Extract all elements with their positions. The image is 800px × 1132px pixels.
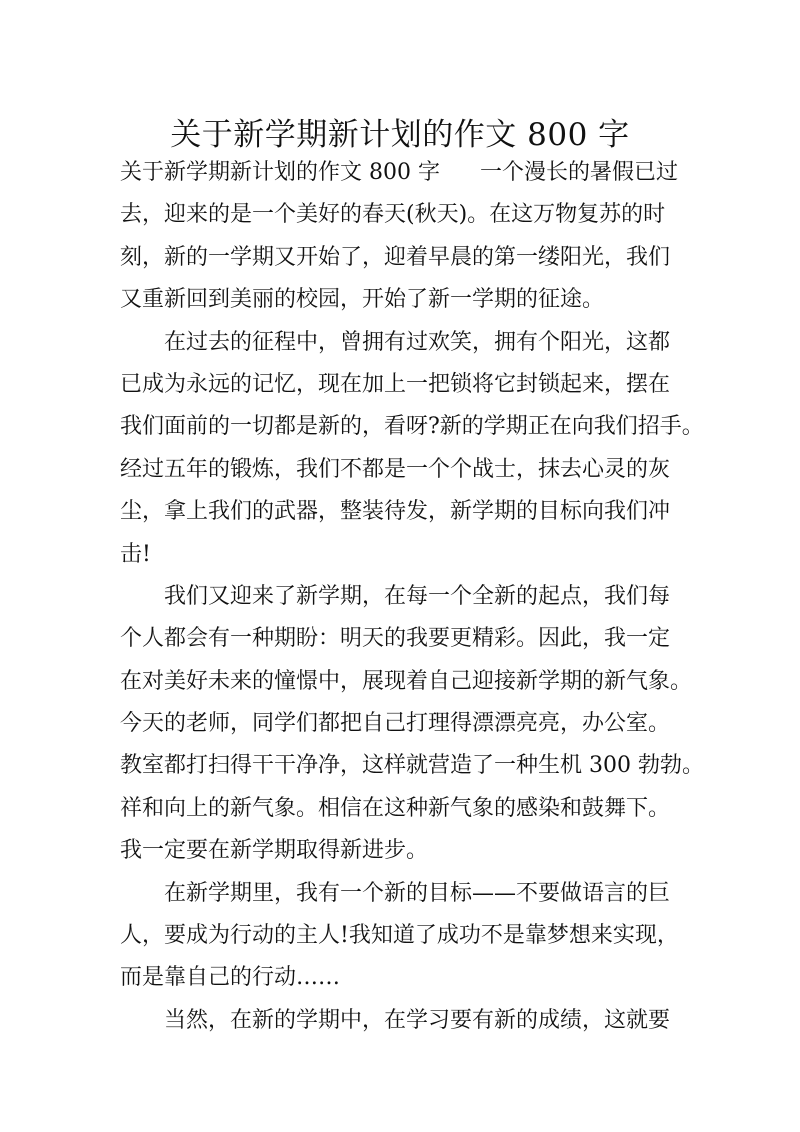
text-line: 人，要成为行动的主人!我知道了成功不是靠梦想来实现， bbox=[120, 923, 679, 949]
inline-title: 关于新学期新计划的作文 800 字 bbox=[120, 160, 440, 185]
text-line bbox=[120, 155, 700, 197]
text-line: 今天的老师，同学们都把自己打理得漂漂亮亮，办公室。 bbox=[120, 711, 671, 737]
text-line: 我们面前的一切都是新的，看呀?新的学期正在向我们招手。 bbox=[120, 414, 704, 440]
text-line: 个人都会有一种期盼：明天的我要更精彩。因此，我一定 bbox=[120, 626, 671, 652]
text-line: 而是靠自己的行动…… bbox=[120, 965, 341, 991]
text-line-part: 一个漫长的暑假已过 bbox=[479, 160, 678, 185]
text-line: 在对美好未来的憧憬中，展现着自己迎接新学期的新气象。 bbox=[120, 668, 693, 694]
text-line: 又重新回到美丽的校园，开始了新一学期的征途。 bbox=[120, 287, 605, 313]
text-line: 祥和向上的新气象。相信在这种新气象的感染和鼓舞下。 bbox=[120, 795, 671, 821]
text-line: 击! bbox=[120, 541, 151, 567]
text-line: 经过五年的锻炼，我们不都是一个个战士，抹去心灵的灰 bbox=[120, 456, 671, 482]
paragraph-start-line: 当然，在新的学期中，在学习要有新的成绩，这就要 bbox=[164, 1007, 671, 1033]
document-title: 关于新学期新计划的作文 800 字 bbox=[170, 116, 630, 153]
paragraph-start-line: 我们又迎来了新学期，在每一个全新的起点，我们每 bbox=[164, 583, 671, 609]
paragraph-start-line: 在过去的征程中，曾拥有过欢笑，拥有个阳光，这都 bbox=[164, 329, 671, 355]
text-line: 尘，拿上我们的武器，整装待发，新学期的目标向我们冲 bbox=[120, 499, 671, 525]
text-line: 刻，新的一学期又开始了，迎着早晨的第一缕阳光，我们 bbox=[120, 244, 671, 270]
text-line: 已成为永远的记忆，现在加上一把锁将它封锁起来，摆在 bbox=[120, 371, 671, 397]
text-line: 教室都打扫得干干净净，这样就营造了一种生机 300 勃勃。 bbox=[120, 753, 704, 779]
paragraph-start-line: 在新学期里，我有一个新的目标——不要做语言的巨 bbox=[164, 880, 671, 906]
text-line: 去，迎来的是一个美好的春天(秋天)。在这万物复苏的时 bbox=[120, 202, 666, 228]
document-body bbox=[120, 155, 704, 1045]
text-line: 我一定要在新学期取得新进步。 bbox=[120, 838, 429, 864]
